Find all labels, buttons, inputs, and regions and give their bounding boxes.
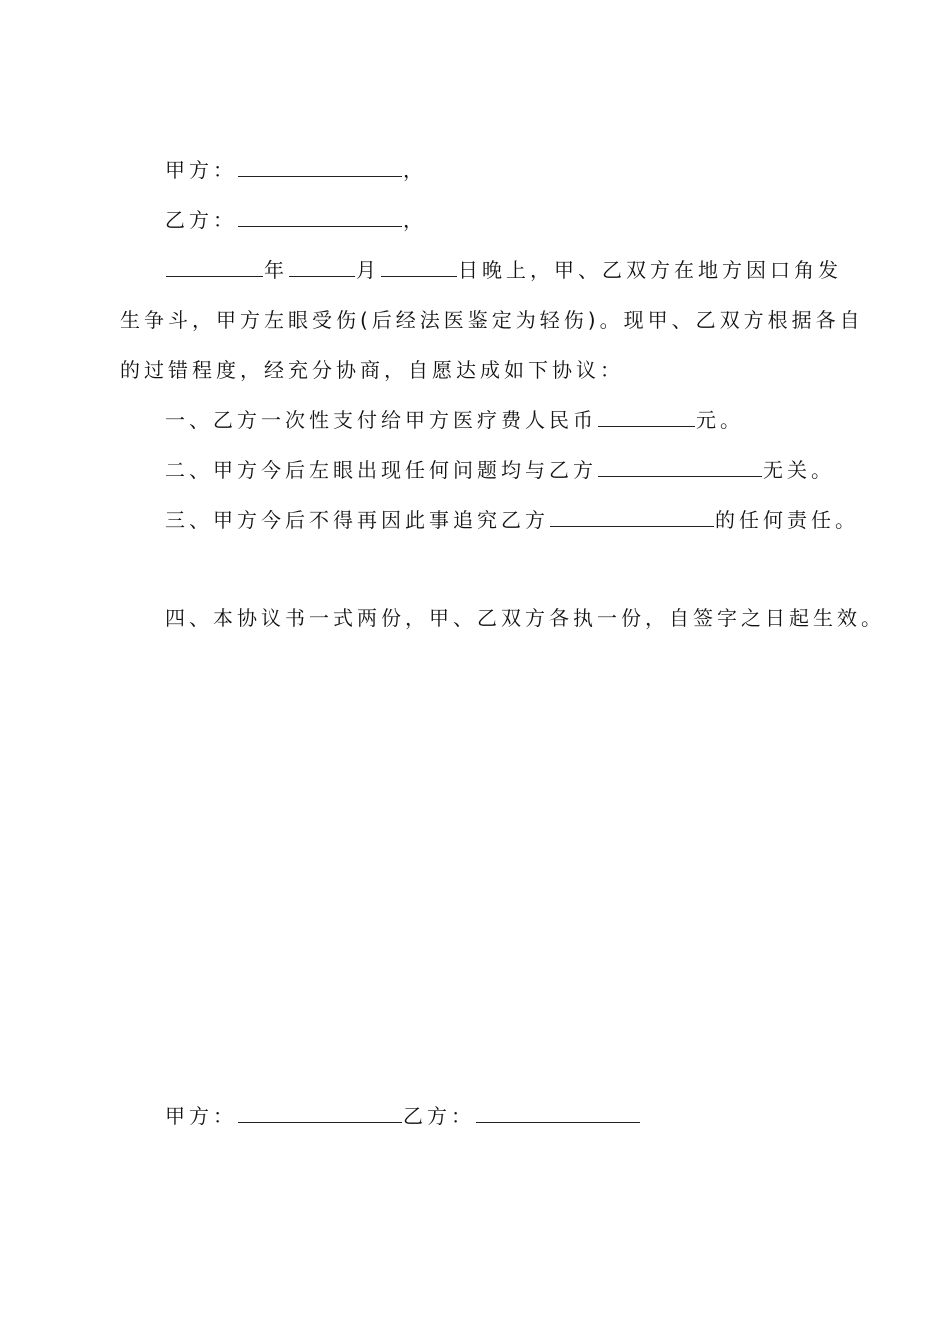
year-label: 年 xyxy=(264,258,288,282)
amount-blank xyxy=(598,408,695,427)
day-clause: 日晚上，甲、乙双方在地方因口角发 xyxy=(458,258,842,282)
body-line-3: 的过错程度，经充分协商，自愿达成如下协议： xyxy=(120,358,624,382)
party-a-label: 甲方： xyxy=(165,158,237,182)
signature-line xyxy=(165,1103,641,1129)
signature-party-a-blank xyxy=(238,1104,402,1123)
clause-3-suffix: 的任何责任。 xyxy=(715,508,859,532)
month-label: 月 xyxy=(356,258,380,282)
party-b-line xyxy=(165,207,427,233)
party-a-comma: ， xyxy=(403,158,427,182)
clause-3-blank xyxy=(550,508,714,527)
party-b-label: 乙方： xyxy=(165,208,237,232)
signature-party-b-blank xyxy=(476,1104,640,1123)
signature-party-b-label: 乙方： xyxy=(403,1104,475,1128)
clause-2-suffix: 无关。 xyxy=(763,458,835,482)
clause-2 xyxy=(165,457,835,483)
month-blank xyxy=(289,258,355,277)
party-b-comma: ， xyxy=(403,208,427,232)
clause-2-blank xyxy=(598,458,762,477)
signature-party-a-label: 甲方： xyxy=(165,1104,237,1128)
clause-3-prefix: 三、甲方今后不得再因此事追究乙方 xyxy=(165,508,549,532)
clause-1-prefix: 一、乙方一次性支付给甲方医疗费人民币 xyxy=(165,408,597,432)
body-line-2: 生争斗，甲方左眼受伤(后经法医鉴定为轻伤)。现甲、乙双方根据各自 xyxy=(120,308,864,332)
clause-4: 四、本协议书一式两份，甲、乙双方各执一份，自签字之日起生效。 xyxy=(165,606,885,630)
clause-2-prefix: 二、甲方今后左眼出现任何问题均与乙方 xyxy=(165,458,597,482)
clause-1 xyxy=(165,407,744,433)
clause-1-suffix: 元。 xyxy=(696,408,744,432)
day-blank xyxy=(381,258,457,277)
party-a-line xyxy=(165,157,427,183)
clause-3 xyxy=(165,507,859,533)
party-b-blank xyxy=(238,208,402,227)
party-a-blank xyxy=(238,158,402,177)
date-line xyxy=(165,257,842,283)
year-blank xyxy=(166,258,263,277)
